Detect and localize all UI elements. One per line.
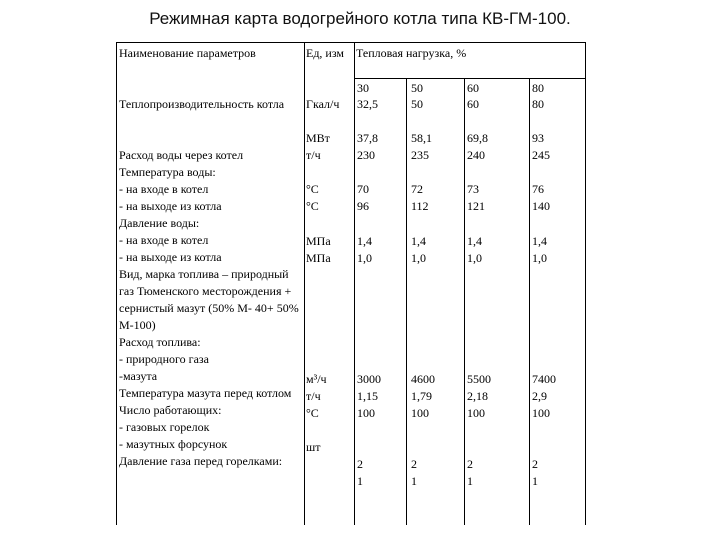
param-fuel-oil-consumption: -мазута [119, 369, 158, 383]
cell-value: 100 [411, 406, 429, 420]
unit-degc: °С [306, 406, 319, 420]
cell-value: 7400 [532, 372, 556, 386]
column-divider-unit [354, 42, 355, 525]
cell-value: 2,9 [532, 389, 547, 403]
cell-value: 58,1 [411, 131, 432, 145]
cell-value: 112 [411, 199, 429, 213]
param-oil-nozzles: - мазутных форсунок [119, 437, 228, 451]
cell-value: 1,4 [532, 234, 547, 248]
page-title: Режимная карта водогрейного котла типа КВ-ГМ-100. [149, 9, 571, 28]
table-border-top [116, 42, 586, 43]
column-divider-60 [529, 78, 530, 525]
param-fuel-consumption: Расход топлива: [119, 335, 201, 349]
cell-value: 235 [411, 148, 429, 162]
param-gas-consumption: - природного газа [119, 352, 209, 366]
unit-degc: °С [306, 182, 319, 196]
param-inlet-temp: - на входе в котел [119, 182, 209, 196]
cell-value: 1,0 [411, 251, 426, 265]
cell-value: 100 [357, 406, 375, 420]
header-param: Наименование параметров [119, 46, 256, 60]
cell-value: 32,5 [357, 97, 378, 111]
param-outlet-temp: - на выходе из котла [119, 199, 222, 213]
cell-value: 1 [467, 474, 473, 488]
cell-value: 1 [532, 474, 538, 488]
cell-value: 100 [532, 406, 550, 420]
cell-value: 2 [532, 457, 538, 471]
cell-value: 1,79 [411, 389, 432, 403]
unit-th: т/ч [306, 389, 321, 403]
cell-value: 1,0 [532, 251, 547, 265]
unit-mpa: МПа [306, 251, 331, 265]
cell-value: 121 [467, 199, 485, 213]
unit-degc: °С [306, 199, 319, 213]
unit-gcal: Гкал/ч [306, 97, 340, 111]
cell-value: 70 [357, 182, 369, 196]
cell-value: 2 [357, 457, 363, 471]
cell-value: 80 [532, 97, 544, 111]
cell-value: 4600 [411, 372, 435, 386]
column-divider-50 [464, 78, 465, 525]
cell-value: 140 [532, 199, 550, 213]
header-load-80: 80 [532, 81, 544, 95]
cell-value: 230 [357, 148, 375, 162]
param-gas-pressure: Давление газа перед горелками: [119, 454, 283, 468]
cell-value: 1,0 [357, 251, 372, 265]
cell-value: 72 [411, 182, 423, 196]
table-border-left [116, 42, 117, 525]
unit-th: т/ч [306, 148, 321, 162]
param-spacer [119, 113, 305, 130]
param-heat-output: Теплопроизводительность котла [119, 97, 285, 111]
cell-value: 60 [467, 97, 479, 111]
cell-value: 1 [411, 474, 417, 488]
cell-value: 2 [411, 457, 417, 471]
unit-mw: МВт [306, 131, 330, 145]
cell-value: 2 [467, 457, 473, 471]
cell-value: 69,8 [467, 131, 488, 145]
cell-value: 37,8 [357, 131, 378, 145]
param-working-count: Число работающих: [119, 403, 222, 417]
param-outlet-pressure: - на выходе из котла [119, 250, 222, 264]
cell-value: 1,4 [411, 234, 426, 248]
cell-value: 1,4 [357, 234, 372, 248]
header-load-50: 50 [411, 81, 423, 95]
cell-value: 50 [411, 97, 423, 111]
unit-m3h: м³/ч [306, 372, 327, 386]
table-border-right [585, 42, 586, 525]
cell-value: 5500 [467, 372, 491, 386]
cell-value: 1 [357, 474, 363, 488]
header-load: Тепловая нагрузка, % [356, 46, 467, 60]
cell-value: 245 [532, 148, 550, 162]
cell-value: 73 [467, 182, 479, 196]
load-header-divider [354, 78, 586, 79]
parameter-list [119, 96, 305, 470]
header-load-60: 60 [467, 81, 479, 95]
column-divider-30 [406, 78, 407, 525]
unit-pcs: шт [306, 440, 321, 454]
param-fuel-type: Вид, марка топлива – природный газ Тюменского месторождения + сернистый мазут (50% М- 40+ 50% М-100) [119, 267, 299, 332]
cell-value: 76 [532, 182, 544, 196]
cell-value: 240 [467, 148, 485, 162]
param-water-pressure: Давление воды: [119, 216, 200, 230]
cell-value: 1,4 [467, 234, 482, 248]
param-water-flow: Расход воды через котел [119, 148, 244, 162]
cell-value: 2,18 [467, 389, 488, 403]
param-gas-burners: - газовых горелок [119, 420, 210, 434]
param-water-temp: Температура воды: [119, 165, 216, 179]
param-fuel-oil-temp: Температура мазута перед котлом [119, 386, 292, 400]
cell-value: 100 [467, 406, 485, 420]
cell-value: 93 [532, 131, 544, 145]
cell-value: 3000 [357, 372, 381, 386]
param-spacer [119, 130, 305, 147]
cell-value: 1,0 [467, 251, 482, 265]
header-load-30: 30 [357, 81, 369, 95]
cell-value: 96 [357, 199, 369, 213]
unit-mpa: МПа [306, 234, 331, 248]
param-inlet-pressure: - на входе в котел [119, 233, 209, 247]
cell-value: 1,15 [357, 389, 378, 403]
header-unit: Ед, изм [306, 46, 345, 60]
